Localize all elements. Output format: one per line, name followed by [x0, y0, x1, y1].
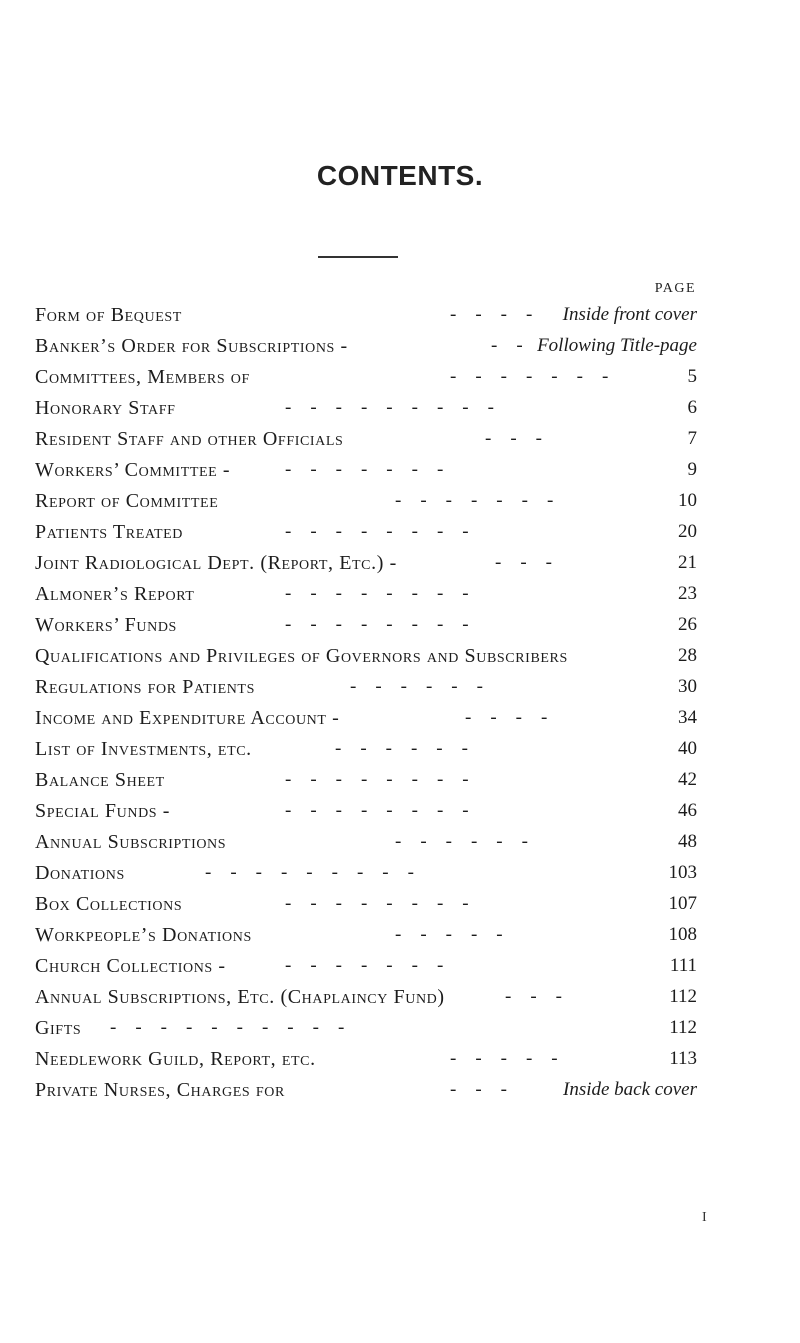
entry-page-number: 103: [668, 862, 697, 883]
contents-entry: [35, 1075, 697, 1106]
entry-page-number: 108: [668, 924, 697, 945]
entry-page-number: 7: [687, 428, 697, 449]
entry-leader-dashes: - - - -: [465, 707, 548, 728]
entry-title: Joint Radiological Dept. (Report, Etc.) -: [35, 552, 397, 574]
contents-entry: [35, 889, 697, 920]
entry-title: Gifts: [35, 1017, 82, 1039]
entry-page-number: 30: [678, 676, 697, 697]
contents-entry: [35, 486, 697, 517]
entry-page-number: 21: [678, 552, 697, 573]
entry-page-number: Inside back cover: [563, 1079, 697, 1100]
entry-title: Patients Treated: [35, 521, 184, 543]
entry-title: Committees, Members of: [35, 366, 250, 388]
contents-entry: [35, 672, 697, 703]
entry-title: Workers’ Funds: [35, 614, 177, 636]
contents-entry: [35, 1013, 697, 1044]
entry-title: Donations: [35, 862, 125, 884]
page-folio: I: [702, 1210, 707, 1225]
entry-page-number: 28: [678, 645, 697, 666]
entry-page-number: 42: [678, 769, 697, 790]
entry-leader-dashes: - - - - - - - - -: [205, 862, 414, 883]
contents-entry: [35, 610, 697, 641]
contents-entry: [35, 393, 697, 424]
entry-title: Needlework Guild, Report, etc.: [35, 1048, 316, 1070]
entry-page-number: 20: [678, 521, 697, 542]
contents-entry: [35, 951, 697, 982]
entry-leader-dashes: - - - - - -: [395, 831, 528, 852]
entry-title: Balance Sheet: [35, 769, 165, 791]
contents-entry: [35, 858, 697, 889]
entry-leader-dashes: - - - - - - - - - -: [110, 1017, 345, 1038]
contents-entry: [35, 982, 697, 1013]
entry-title: List of Investments, etc.: [35, 738, 252, 760]
contents-entry: [35, 548, 697, 579]
entry-page-number: Following Title-page: [537, 335, 697, 356]
entry-title: Workers’ Committee -: [35, 459, 231, 481]
contents-entry: [35, 1044, 697, 1075]
contents-entry: [35, 517, 697, 548]
contents-entry: [35, 796, 697, 827]
entry-leader-dashes: - - - - - -: [350, 676, 483, 697]
entry-page-number: 48: [678, 831, 697, 852]
entry-leader-dashes: - - - - - - - -: [285, 583, 469, 604]
entry-title: Resident Staff and other Officials: [35, 428, 344, 450]
entry-leader-dashes: - - - - - - -: [450, 366, 609, 387]
entry-leader-dashes: - - - -: [450, 304, 533, 325]
entry-title: Regulations for Patients: [35, 676, 255, 698]
entry-leader-dashes: - - - - - - -: [285, 955, 444, 976]
entry-leader-dashes: - - - - - - -: [395, 490, 554, 511]
entry-title: Honorary Staff: [35, 397, 176, 419]
page-column-heading: PAGE: [654, 281, 696, 296]
entry-title: Workpeople’s Donations: [35, 924, 252, 946]
entry-page-number: 107: [668, 893, 697, 914]
entry-title: Annual Subscriptions: [35, 831, 227, 853]
entry-page-number: 112: [669, 1017, 697, 1038]
entry-page-number: 5: [687, 366, 697, 387]
entry-page-number: 34: [678, 707, 697, 728]
contents-entry: [35, 641, 697, 672]
contents-entry: [35, 703, 697, 734]
entry-title: Annual Subscriptions, Etc. (Chaplaincy Fund): [35, 986, 445, 1008]
contents-list: [35, 300, 697, 1106]
entry-page-number: 6: [687, 397, 697, 418]
entry-title: Box Collections: [35, 893, 183, 915]
entry-title: Report of Committee: [35, 490, 219, 512]
entry-title: Almoner’s Report: [35, 583, 195, 605]
entry-page-number: 40: [678, 738, 697, 759]
title-rule: [318, 256, 398, 258]
entry-page-number: 26: [678, 614, 697, 635]
contents-entry: [35, 579, 697, 610]
entry-title: Income and Expenditure Account -: [35, 707, 340, 729]
entry-page-number: 23: [678, 583, 697, 604]
contents-entry: [35, 765, 697, 796]
entry-page-number: 10: [678, 490, 697, 511]
entry-leader-dashes: - - -: [450, 1079, 507, 1100]
entry-leader-dashes: - - - - - - - -: [285, 769, 469, 790]
entry-leader-dashes: - - - - -: [395, 924, 503, 945]
entry-page-number: 113: [669, 1048, 697, 1069]
contents-entry: [35, 827, 697, 858]
contents-entry: [35, 331, 697, 362]
entry-title: Banker’s Order for Subscriptions -: [35, 335, 348, 357]
entry-page-number: 112: [669, 986, 697, 1007]
contents-entry: [35, 455, 697, 486]
contents-entry: [35, 300, 697, 331]
entry-title: Church Collections -: [35, 955, 226, 977]
contents-entry: [35, 734, 697, 765]
contents-entry: [35, 424, 697, 455]
entry-leader-dashes: - - -: [495, 552, 552, 573]
entry-leader-dashes: - - -: [505, 986, 562, 1007]
entry-page-number: 9: [687, 459, 697, 480]
contents-entry: [35, 362, 697, 393]
entry-title: Special Funds -: [35, 800, 171, 822]
entry-title: Private Nurses, Charges for: [35, 1079, 285, 1101]
entry-leader-dashes: - - - - - - - -: [285, 893, 469, 914]
contents-entry: [35, 920, 697, 951]
entry-leader-dashes: - -: [491, 335, 523, 356]
page-title: CONTENTS.: [316, 160, 484, 191]
entry-page-number: 111: [669, 955, 697, 976]
entry-leader-dashes: - - - - -: [450, 1048, 558, 1069]
entry-title: Form of Bequest: [35, 304, 182, 326]
entry-leader-dashes: - - - - - -: [335, 738, 468, 759]
entry-leader-dashes: - - - - - - - -: [285, 800, 469, 821]
entry-leader-dashes: - - - - - - -: [285, 459, 444, 480]
entry-leader-dashes: - - - - - - - -: [285, 614, 469, 635]
entry-title: Qualifications and Privileges of Governors and Subscribers: [35, 645, 568, 667]
entry-page-number: Inside front cover: [562, 304, 697, 325]
entry-page-number: 46: [678, 800, 697, 821]
entry-leader-dashes: - - - - - - - -: [285, 521, 469, 542]
entry-leader-dashes: - - - - - - - - -: [285, 397, 494, 418]
entry-leader-dashes: - - -: [485, 428, 542, 449]
